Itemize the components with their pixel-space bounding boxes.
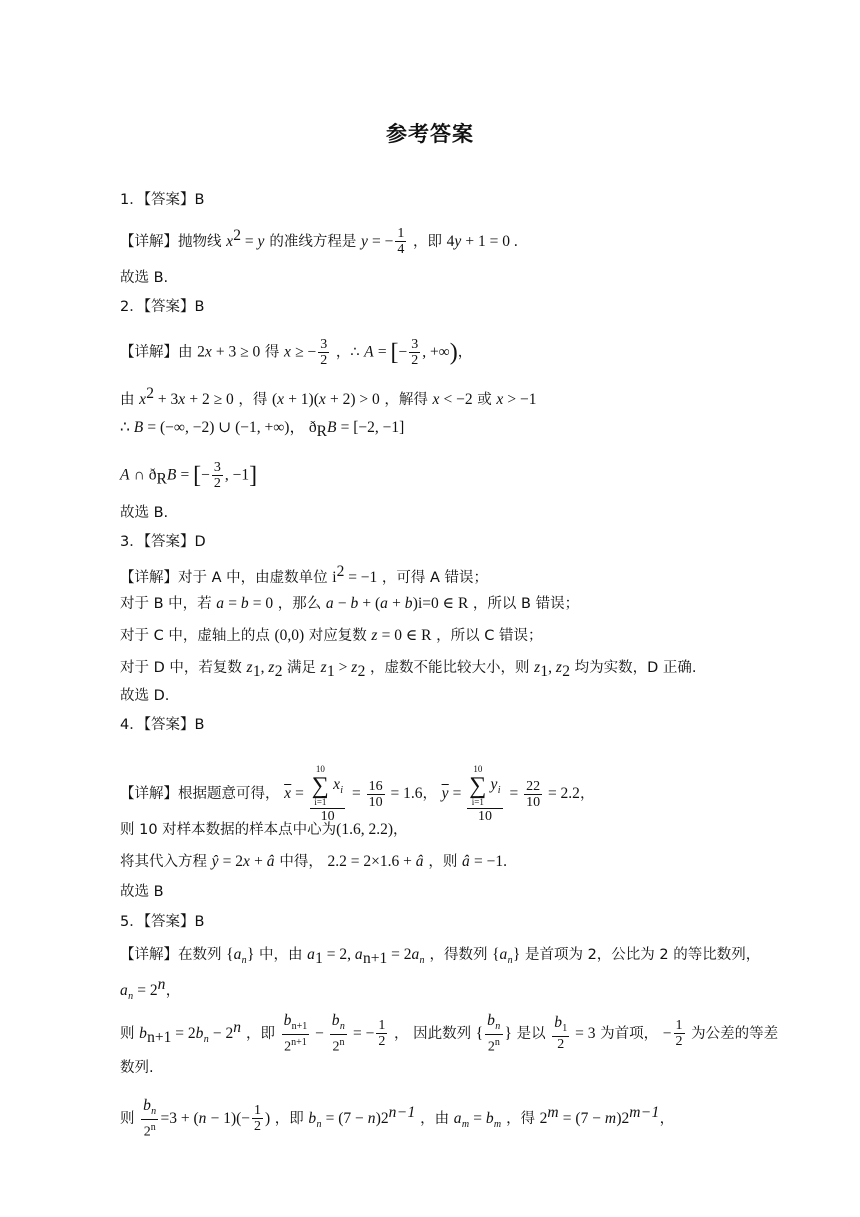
q3-detail-b: 对于 B 中，若 a = b = 0 ，那么 a − b + (a + b)i=0 ∈ R ，所以 B 错误；	[120, 595, 580, 612]
q2-detail-line2: 由 $x^2 + 3x + 2 \ge 0$ ，得 (x + 1)(x + 2) > 0 ，解得 x < −2 或 x > −1	[120, 385, 537, 408]
q4-conclusion: 故选 B	[120, 884, 164, 900]
q2-detail-line4: A ∩ $ð_RB$ = [− $\frac{3}{2}$ , −1]	[120, 460, 258, 491]
q5-detail-line5: 则 $\frac{b_n}{2^n}$ =3 + (n − 1)(− $\frac{1}{2}$ ) ，即 $b_n = (7 - n)2^{n-1}$ ，由 $a_m = b_m$ ，得 $2^m = (7 - m)2^{m-1}$，	[120, 1097, 675, 1140]
q5-detail-line1: 【详解】在数列 $\{a_n\}$ 中，由 $a_1 = 2$, $a_{n+1} = 2a_n$ ，得数列 $\{a_n\}$ 是首项为 2，公比为 2 的等比数列，	[120, 946, 761, 967]
q4-center: 则 10 对样本数据的样本点中心为(1.6, 2.2)，	[120, 821, 408, 838]
q4-substitute: 将其代入方程 ŷ = 2x + â 中得， 2.2 = 2×1.6 + â ，则 â = −1.	[120, 853, 507, 870]
q1-answer: 1．【答案】B	[120, 192, 205, 208]
q2-detail-line3: ∴ B = (−∞, −2) ∪ (−1, +∞)， $ð_RB = [-2$, −1]	[120, 419, 405, 440]
q5-detail-line4: 数列.	[120, 1060, 154, 1076]
q2-answer: 2．【答案】B	[120, 299, 205, 315]
q3-detail-a: 【详解】对于 A 中，由虚数单位 $i^2 = -1$ ，可得 A 错误；	[120, 563, 489, 586]
q3-answer: 3．【答案】D	[120, 534, 206, 550]
q3-conclusion: 故选 D.	[120, 688, 170, 704]
q5-detail-line3: 则 $b_{n+1} = 2b_n - 2^n$ ，即 $\frac{b_{n+1}}{2^{n+1}}$ − $\frac{b_n}{2^n}$ = − $\frac{1}{2}$ ， 因此数列 { $\frac{b_n}{2^n}$ } 是以 $\frac{b_1}{2}$ = 3 为首项， − $\frac{1}{2}$ 为公差的等差	[120, 1012, 779, 1055]
q3-detail-d: 对于 D 中，若复数 $z_1$, $z_2$ 满足 $z_1 > z_2$ ，虚数不能比较大小，则 $z_1$, $z_2$ 均为实数，D 正确.	[120, 659, 697, 680]
q1-conclusion: 故选 B.	[120, 270, 169, 286]
q2-conclusion: 故选 B.	[120, 505, 169, 521]
q2-detail-line1: 【详解】由 2x + 3 ≥ 0 得 x ≥ − $\frac{3}{2}$ ，∴ A = [− $\frac{3}{2}$ , +∞)，	[120, 337, 473, 368]
q5-answer: 5．【答案】B	[120, 914, 205, 930]
page-title: 参考答案	[386, 122, 474, 146]
q4-detail-means: 【详解】根据题意可得， $\overline{x}$ = 10 ∑ i=1 $x_i$ 10 = $\frac{16}{10}$ = 1.6， $\overline{y}$ = 10 ∑ i=1 $y_i$ 10 = $\frac{22}{10}$ = 2.2，	[120, 764, 595, 824]
q1-detail: 【详解】抛物线 $x^2 = y$ 的准线方程是 y = − $\frac{1}{4}$ ，即 4y + 1 = 0 .	[120, 226, 518, 258]
q5-detail-line2: $a_n = 2^n$，	[120, 976, 181, 1002]
q4-answer: 4．【答案】B	[120, 717, 205, 733]
q3-detail-c: 对于 C 中，虚轴上的点 (0,0) 对应复数 z = 0 ∈ R ，所以 C 错误；	[120, 627, 543, 644]
